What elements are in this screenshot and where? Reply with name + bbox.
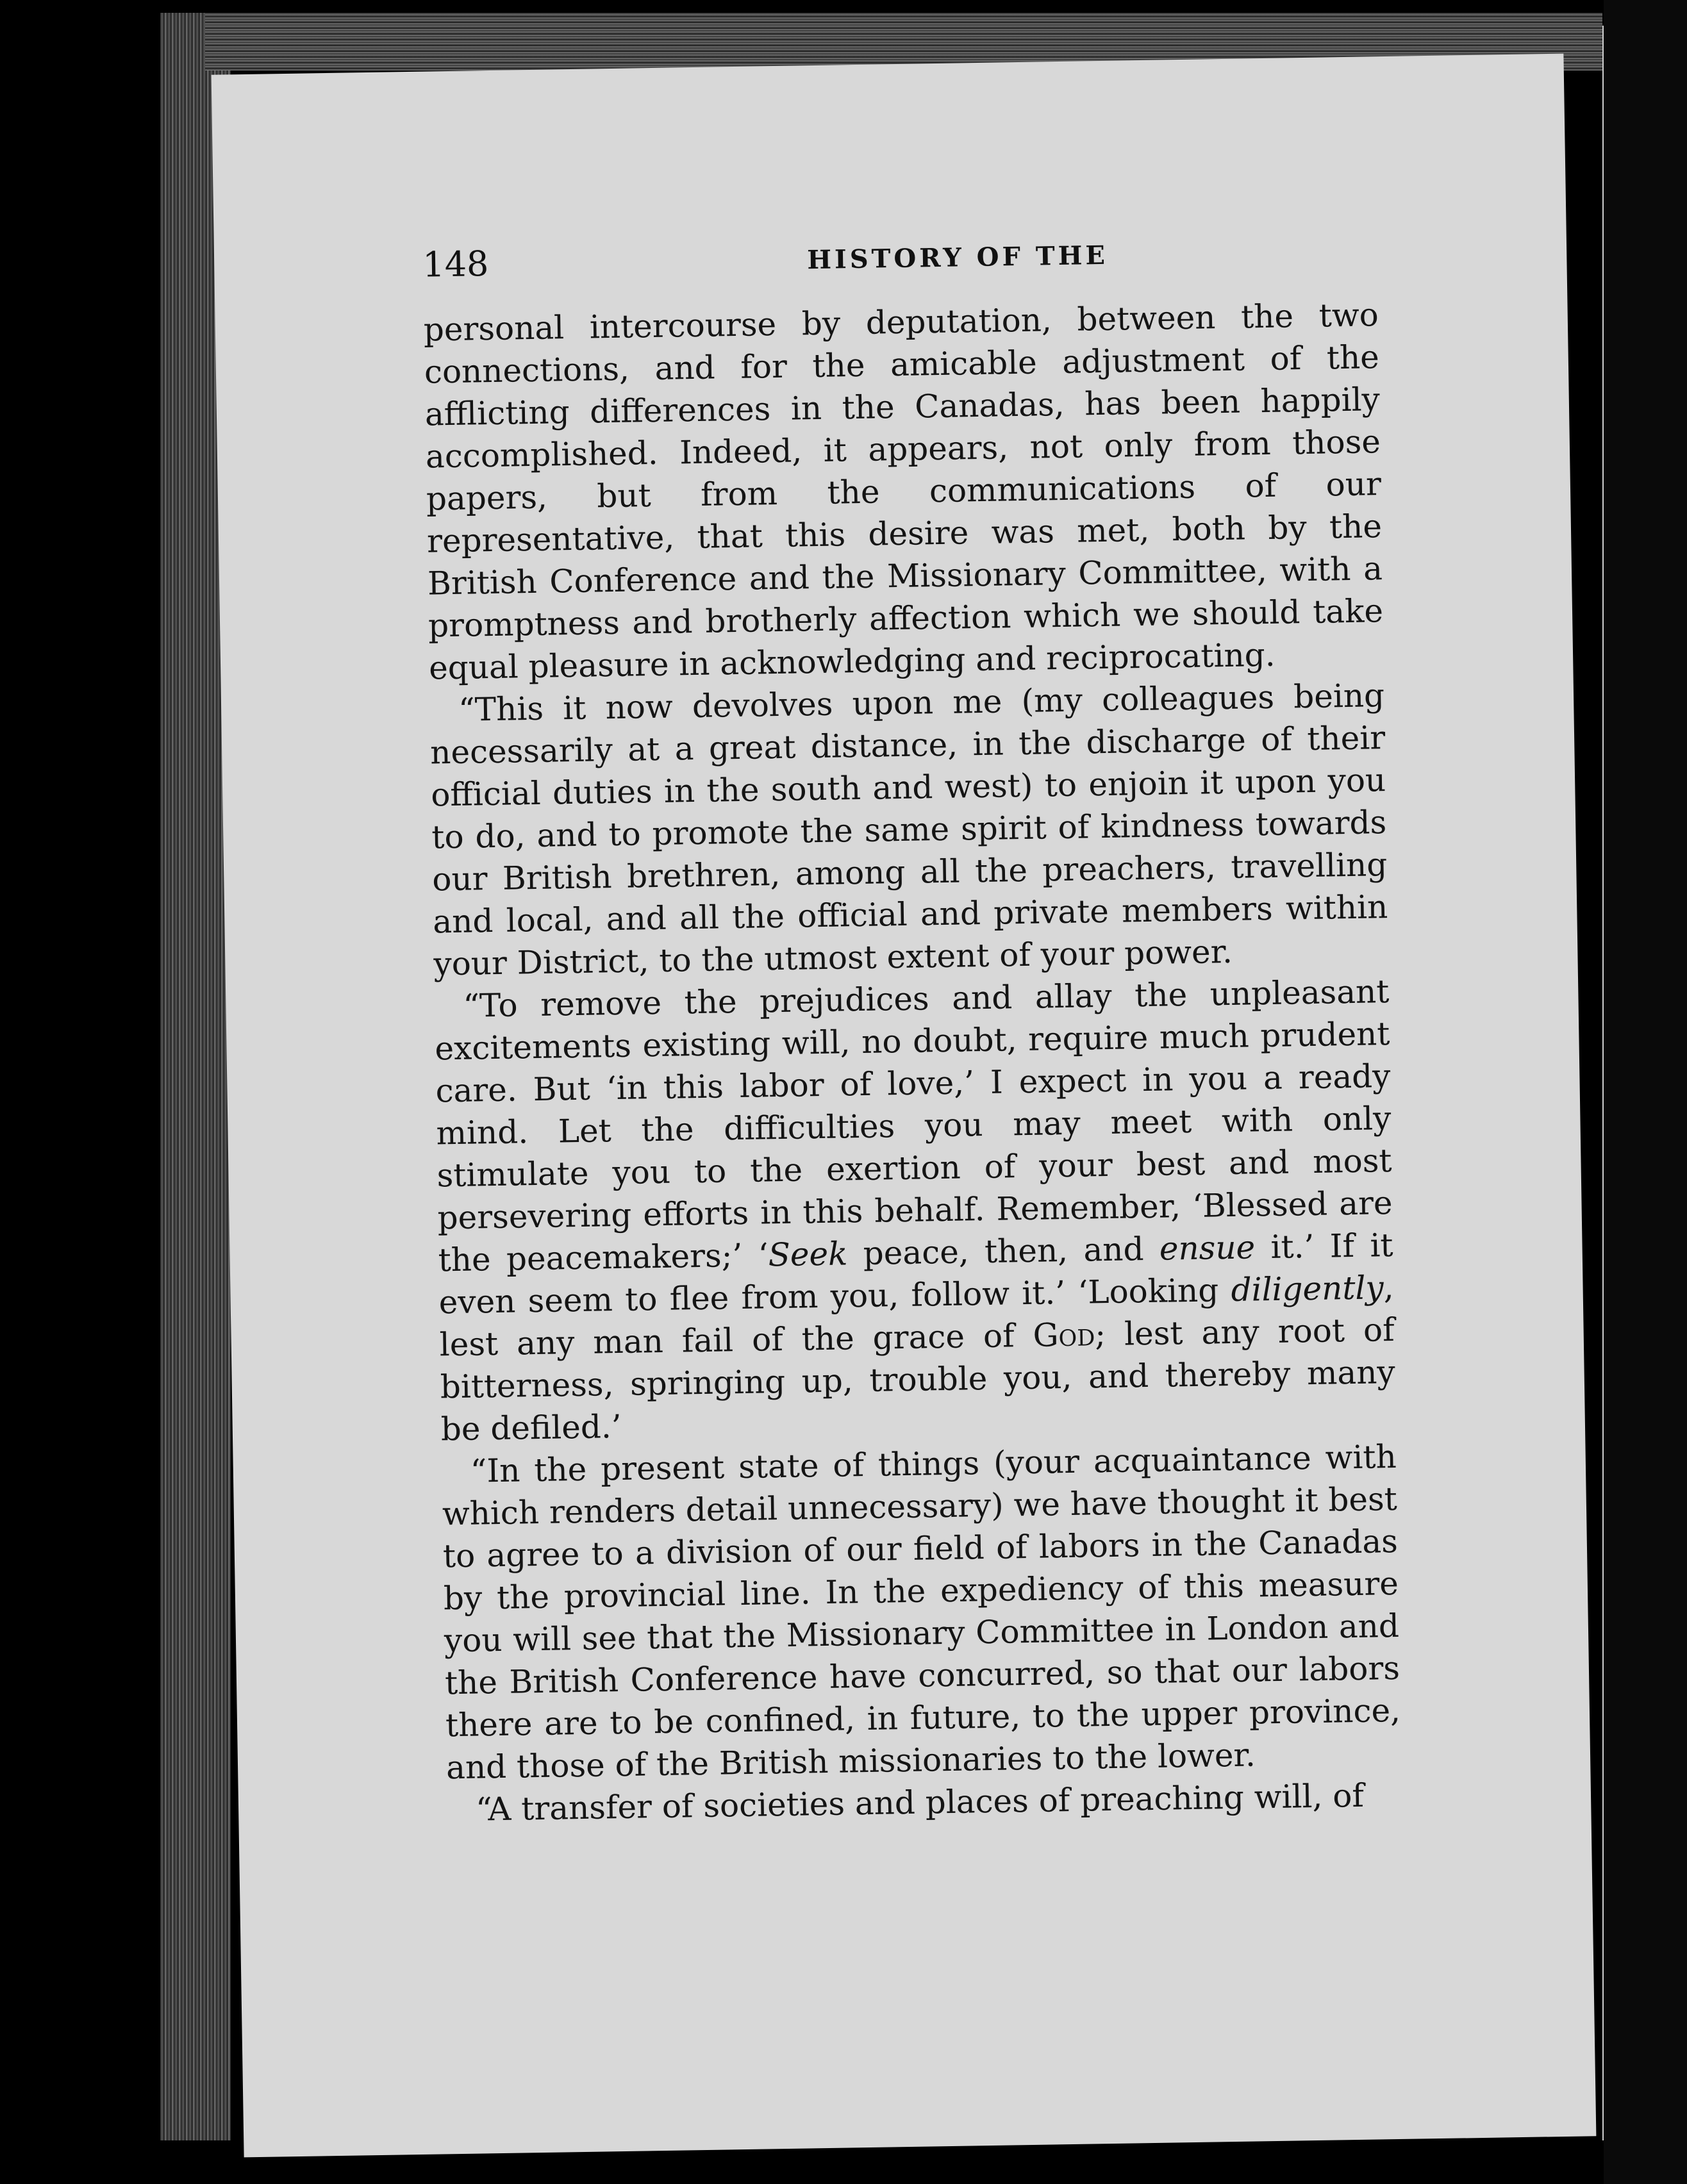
small-caps-god: God	[1033, 1316, 1095, 1354]
running-head: HISTORY OF THE	[806, 240, 1109, 276]
paragraph-1: personal intercourse by deputation, between the two connections, and for the amicable adjustment of the afflicting differences in the Canadas, has been happily accomplished. Indeed, it appears, not only from those papers, but from the communications of our representative, that this desire was met, both by the British Conference and the Missionary Committee, with a promptness and brotherly affection which we should take equal pleasure in acknowledging and reciprocating.	[423, 296, 1384, 687]
italic-seek: Seek	[768, 1235, 848, 1274]
body-text	[423, 294, 1402, 1831]
page-header	[422, 228, 1490, 295]
italic-diligently: diligently	[1231, 1269, 1384, 1309]
paragraph-5: “A transfer of societies and places of preaching will, of	[475, 1776, 1365, 1828]
paragraph-2: “This it now devolves upon me (my colleagues being necessarily at a great distance, in the discharge of their official duties in the south and west) to enjoin it upon you to do, and to promote the same spirit of kindness towards our British brethren, among all the preachers, travelling and local, and all the official and private members within your District, to the utmost extent of your power.	[429, 677, 1388, 983]
paragraph-3-part-1: “To remove the prejudices and allay the unpleasant excitements existing will, no doubt, require much prudent care. But ‘in this labor of love,’ I expect in you a ready mind. Let the difficulties you may meet with only stimulate you to the exertion of your best and most persevering efforts in this behalf. Remember, ‘Blessed are the peacemakers;’ ‘	[435, 973, 1393, 1279]
paragraph-3-part-2: peace, then, and	[847, 1230, 1160, 1273]
paragraph-4: “In the present state of things (your acquaintance with which renders detail unnecessary) we have thought it best to agree to a division of our field of labors in the Canadas by the provincial line. In the expediency of this measure you will see that the Missionary Committee in London and the British Conference have concurred, so that our labors there are to be confined, in future, to the upper province, and those of the British missionaries to the lower.	[442, 1437, 1401, 1787]
paragraph-3-part-5: ; lest any root of bitterness, springing up, trouble you, and thereby many be defiled.’	[440, 1311, 1396, 1448]
page-number: 148	[422, 244, 489, 285]
italic-ensue: ensue	[1159, 1228, 1256, 1268]
paragraph-3-part-3: it.’ If it even seem to flee from you, follow it.’ ‘Looking	[438, 1227, 1393, 1321]
book-page	[212, 54, 1597, 2158]
scan-border-right	[1604, 0, 1687, 2184]
paragraph-3	[434, 970, 1396, 1450]
paragraph-3-part-4: , lest any man fail of the grace of	[439, 1269, 1395, 1364]
